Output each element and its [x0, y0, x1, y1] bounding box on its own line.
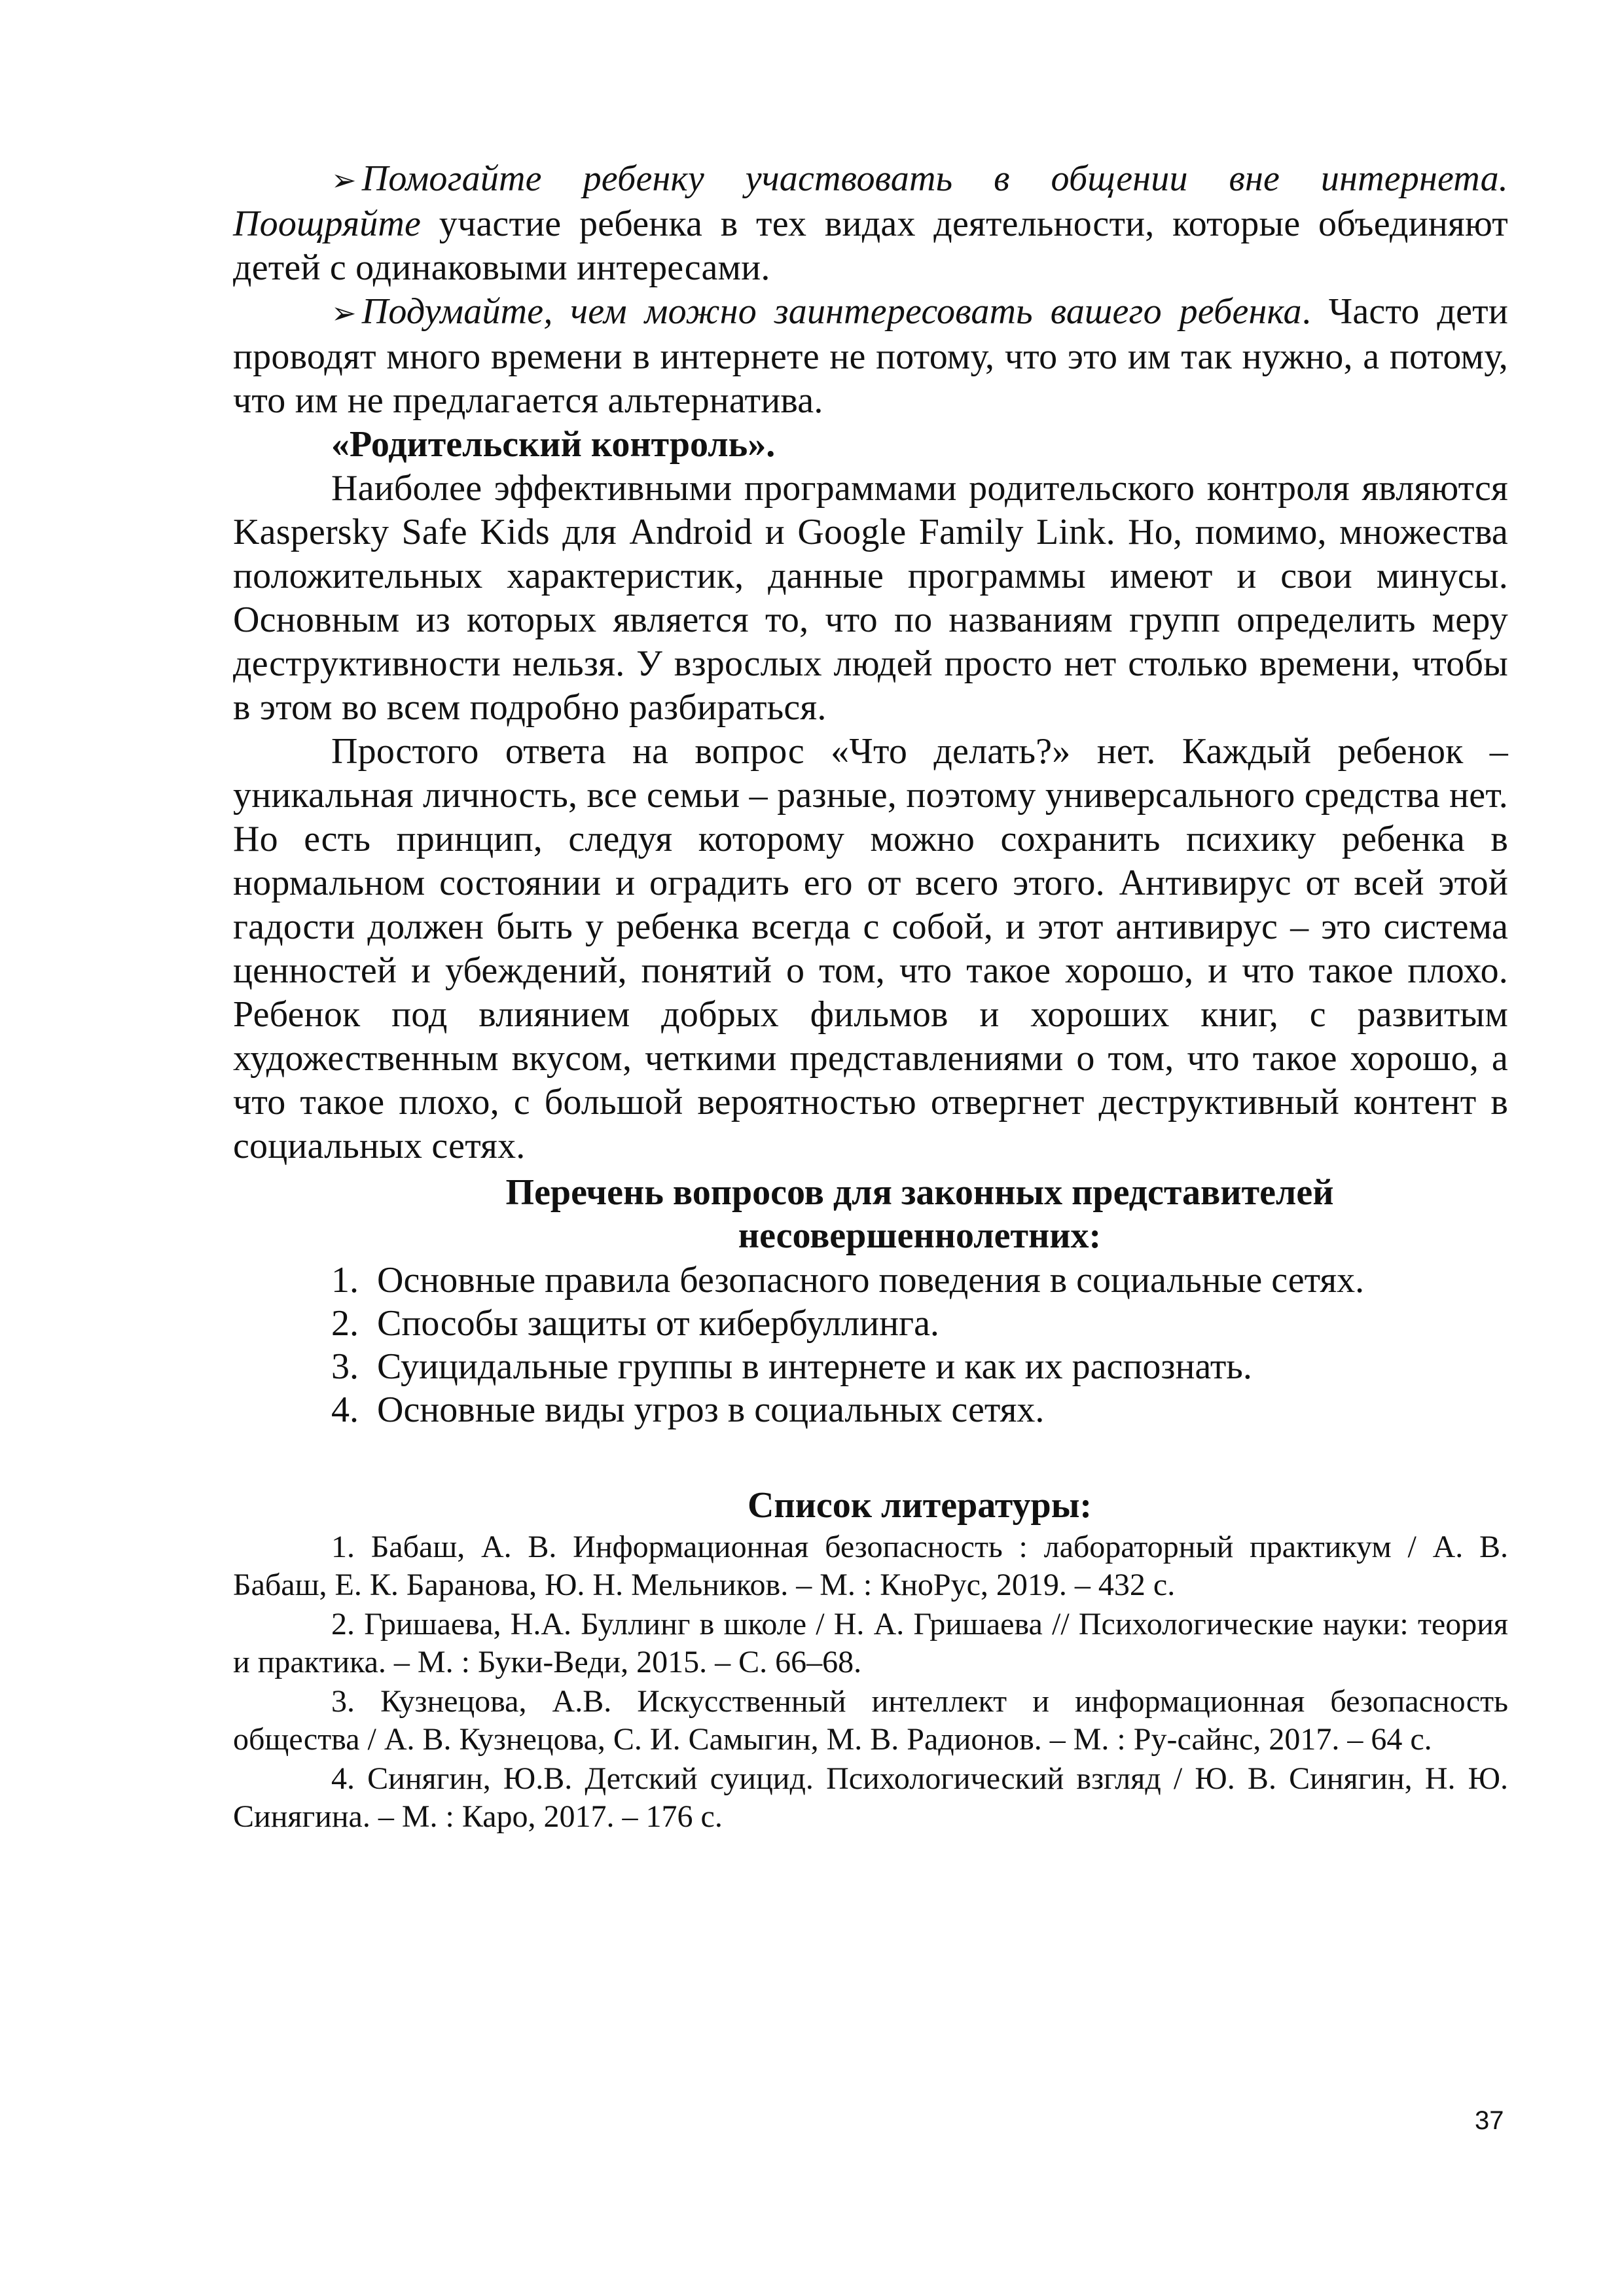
- page-content: [233, 157, 1508, 1836]
- list-item-number: 3.: [331, 1346, 359, 1387]
- parental-control-paragraph-1: Наиболее эффективными программами родительского контроля являются Kaspersky Safe Kids для Android и Google Family Link. Но, помимо, множества положительных характеристик, данные программы имеют и свои минусы. Основным из которых является то, что по названиям групп определить меру деструктивности нельзя. У взрослых людей просто нет столько времени, чтобы в этом во всем подробно разбираться.: [233, 468, 1508, 728]
- literature-item: 1. Бабаш, А. В. Информационная безопасность : лабораторный практикум / А. В. Бабаш, Е. К. Баранова, Ю. Н. Мельников. – М. : КноРус, 2019. – 432 с.: [233, 1530, 1508, 1602]
- bullet-1-text: участие ребенка в тех видах деятельности, которые объединяют детей с одинаковыми интересами.: [233, 204, 1508, 288]
- literature-item: 3. Кузнецова, А.В. Искусственный интеллект и информационная безопасность общества / А. В. Кузнецова, С. И. Самыгин, М. В. Радионов. – М. : Ру-сайнс, 2017. – 64 с.: [233, 1684, 1508, 1757]
- arrow-bullet-icon: ➢: [331, 162, 357, 198]
- questions-title-line-2: несовершеннолетних:: [738, 1215, 1102, 1256]
- list-item-number: 4.: [331, 1390, 359, 1430]
- list-item-text: Основные правила безопасного поведения в социальные сетях.: [377, 1260, 1365, 1300]
- bullet-paragraph-1: [233, 157, 1508, 290]
- list-item-text: Суицидальные группы в интернете и как их распознать.: [377, 1346, 1252, 1387]
- list-item: [331, 1302, 1508, 1345]
- list-item-number: 1.: [331, 1260, 359, 1300]
- list-item-text: Способы защиты от кибербуллинга.: [377, 1303, 939, 1344]
- questions-title-line-1: Перечень вопросов для законных представителей: [505, 1172, 1334, 1213]
- list-item-text: Основные виды угроз в социальных сетях.: [377, 1390, 1045, 1430]
- parental-control-heading: «Родительский контроль».: [331, 424, 776, 465]
- bullet-2-text: . Часто дети проводят много времени в интернете не потому, что это им так нужно, а потому, что им не предлагается альтернатива.: [233, 291, 1508, 421]
- literature-item: 4. Синягин, Ю.В. Детский суицид. Психологический взгляд / Ю. В. Синягин, Н. Ю. Синягина. – М. : Каро, 2017. – 176 с.: [233, 1761, 1508, 1834]
- bullet-paragraph-2: [233, 290, 1508, 423]
- questions-title: [233, 1171, 1508, 1257]
- list-item: [331, 1259, 1508, 1302]
- parental-control-paragraph-2: Простого ответа на вопрос «Что делать?» нет. Каждый ребенок – уникальная личность, все семьи – разные, поэтому универсального средства нет. Но есть принцип, следуя которому можно сохранить психику ребенка в нормальном состоянии и оградить его от всего этого. Антивирус от всей этой гадости должен быть у ребенка всегда с собой, и этот антивирус – это система ценностей и убеждений, понятий о том, что такое хорошо, и что такое плохо. Ребенок под влиянием добрых фильмов и хороших книг, с развитым художественным вкусом, четкими представлениями о том, что такое хорошо, а что такое плохо, с большой вероятностью отвергнет деструктивный контент в социальных сетях.: [233, 731, 1508, 1166]
- questions-list: [233, 1259, 1508, 1431]
- page-number: 37: [1475, 2106, 1504, 2135]
- list-item: [331, 1345, 1508, 1388]
- literature-item: 2. Гришаева, Н.А. Буллинг в школе / Н. А. Гришаева // Психологические науки: теория и практика. – М. : Буки-Веди, 2015. – С. 66–68.: [233, 1607, 1508, 1679]
- literature-title: Список литературы:: [747, 1485, 1092, 1526]
- list-item: [331, 1388, 1508, 1431]
- arrow-bullet-icon: ➢: [331, 295, 357, 331]
- list-item-number: 2.: [331, 1303, 359, 1344]
- bullet-2-italic: Подумайте, чем можно заинтересовать вашего ребенка: [361, 291, 1302, 332]
- bullet-1-italic: Помогайте ребенку участвовать в общении вне интернета. Поощряйте: [233, 158, 1508, 244]
